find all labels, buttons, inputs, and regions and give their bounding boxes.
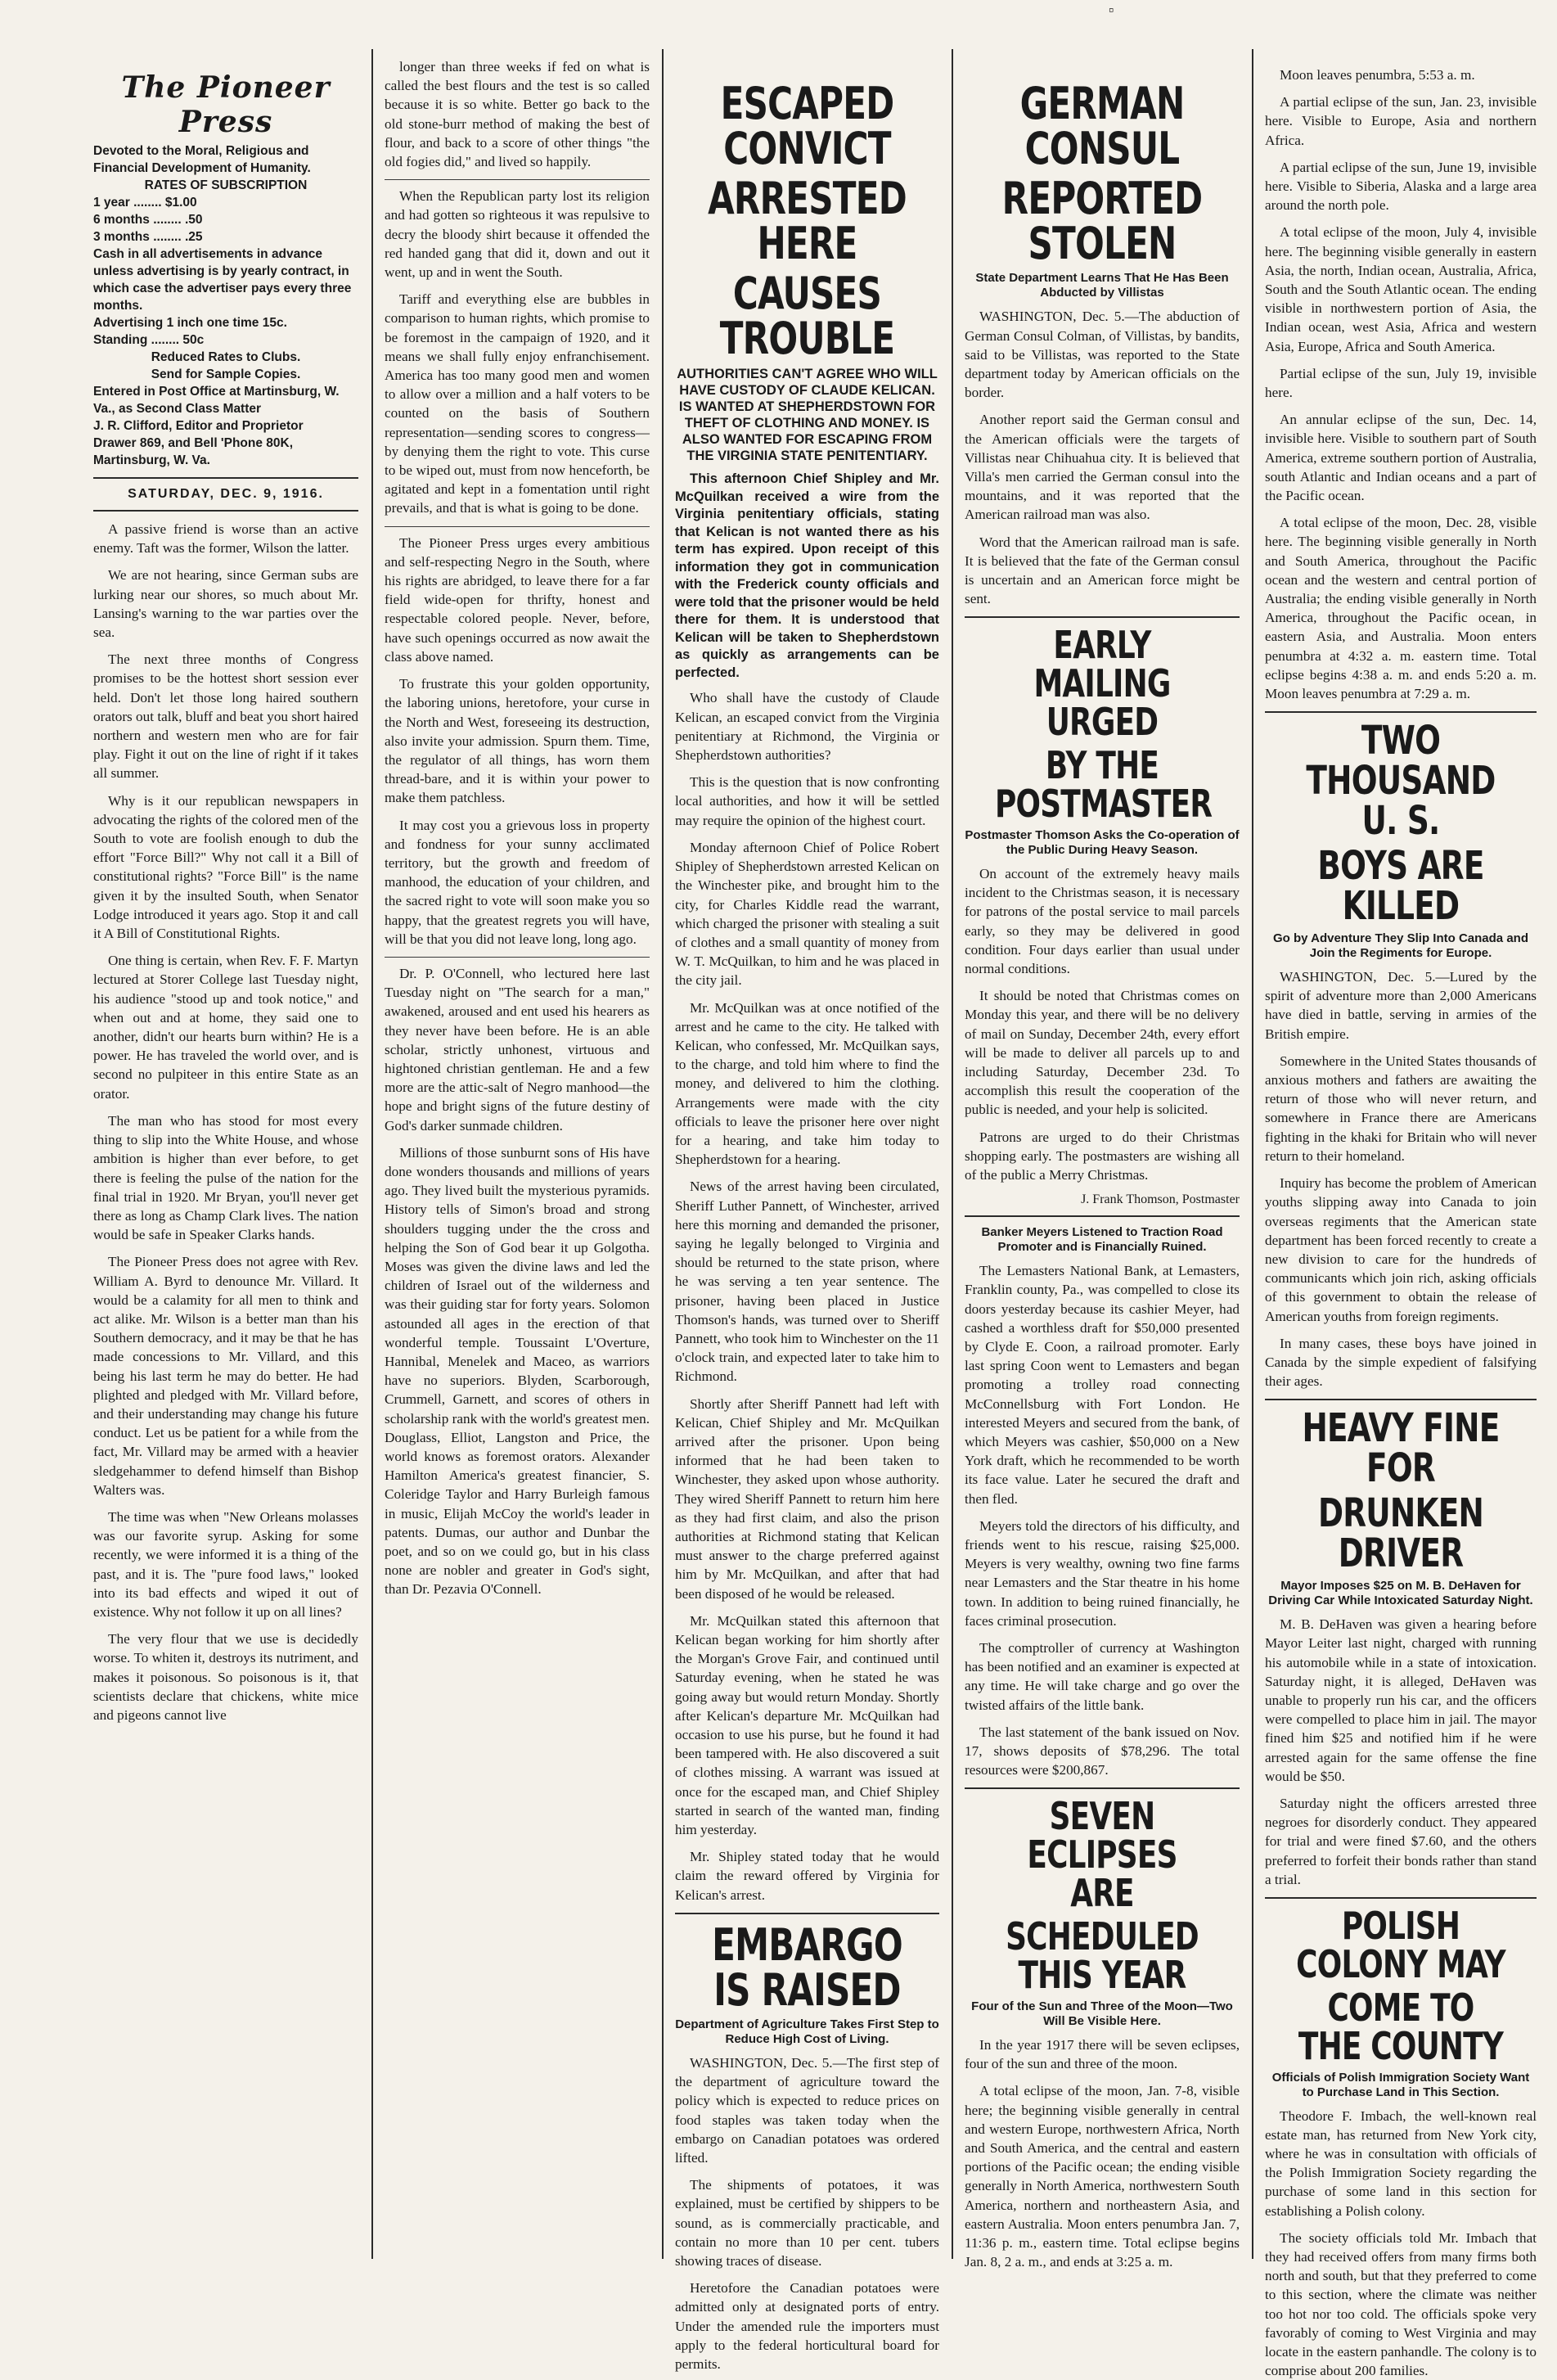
article-deck: Four of the Sun and Three of the Moon—Two Will Be Visible Here. <box>971 1999 1233 2028</box>
paragraph: On account of the extremely heavy mails incident to the Christmas season, it is necessary for patrons of the postal service to mail parcels early, so they may be delivered in good condition. Four days earlier than usual under normal conditions. <box>965 865 1240 976</box>
drawer-line: Drawer 869, and Bell 'Phone 80K, <box>93 436 294 450</box>
paragraph: It should be noted that Christmas comes on Monday this year, and there will be no delivery of mail on Sunday, December 24th, every effort will be made to deliver all parcels up to and including Saturday, December 23d. To accomplish this result the cooperation of the public is needed, and your help is solicited. <box>965 988 1240 1118</box>
paragraph: Another report said the German consul and the American officials were the targets of Villistas near Chihuahua city. It is believed that Villa's men carried the German consul into the mountains, and it was reported that the American railroad man was also. <box>965 412 1240 523</box>
rate-line: 3 months ........ .25 <box>93 230 203 244</box>
paragraph: The Pioneer Press urges every ambitious and self-respecting Negro in the South, where his rights are abridged, to leave there for a far field wide-open for thrifty, honest and respectable colored people. Never, before, have such openings occurred as now await the class above named. <box>385 534 650 665</box>
paragraph: M. B. DeHaven was given a hearing before Mayor Leiter last night, charged with running his automobile while in a state of intoxication. Saturday night, it is alleged, DeHaven was unable to properly run his car, and the officers were compelled to place him in jail. The mayor fined him $25 and notified him if he were arrested again for the same offense the fine would be $50. <box>1265 1616 1537 1784</box>
paragraph: Mr. McQuilkan stated this afternoon that Kelican began working for him shortly after the Morgan's Grove Fair, and continued until Saturday evening, when he stated he was going away but would return Monday. Shortly after Kelican's departure Mr. McQuilkan had occasion to use his purse, but he found it had been tampered with. He also discovered a suit of clothes missing. A warrant was issued at once for the escaped man, and Chief Shipley started in search of the wanted man, finding him yesterday. <box>675 1612 939 1838</box>
paragraph: A total eclipse of the moon, July 4, invisible here. The beginning visible generally in eastern Asia, the north, Indian ocean, Australia, Africa, South and the South Atlantic ocean. The ending visible in northwestern portion of Asia, the Indian ocean, west Asia, Africa and western Asia, Europe, Africa and South America. <box>1265 224 1537 354</box>
paragraph: The Pioneer Press does not agree with Rev. William A. Byrd to denounce Mr. Villard. It would be a calamity for all men to think and act alike. Mr. Wilson is a better man than his Southern democracy, and it may be that he has made concessions to Mr. Villard, and this being his last term he may do better. He had plighted and pledged with Mr. Villard before, and their understanding may change his future conduct. Let us be patient for a while from the fact, Mr. Villard may be armed with a heavier sledgehammer to defend himself than Bishop Walters was. <box>93 1254 358 1498</box>
paragraph: Somewhere in the United States thousands of anxious mothers and fathers are awaiting the return of those who will never return, and somewhere in France there are Americans fighting in the khaki for Britain who will never return to their homeland. <box>1265 1053 1537 1164</box>
headline-line: GERMAN CONSUL <box>1019 78 1185 175</box>
standing-rate: Standing ........ 50c <box>93 333 205 347</box>
divider <box>1265 711 1537 713</box>
paragraph: One thing is certain, when Rev. F. F. Martyn lectured at Storer College last Tuesday night, his audience "stood up and took notice," and when out and at home, they said one to another, didn't our hearts burn within? He is a power. He has traveled the world over, and is second no pulpiteer in this entire State as an orator. <box>93 953 358 1102</box>
paragraph: We are not hearing, since German subs are lurking near our shores, so much about Mr. Lansing's warning to the war parties over the sea. <box>93 567 358 641</box>
headline-line: HEAVY FINE FOR <box>1302 1405 1500 1492</box>
paragraph: Patrons are urged to do their Christmas shopping early. The postmasters are wishing all of the public a Merry Christmas. <box>965 1129 1240 1183</box>
divider <box>385 526 650 527</box>
place-line: Martinsburg, W. Va. <box>93 453 210 467</box>
column-1 <box>82 65 370 2259</box>
headline-line: BY THE POSTMASTER <box>994 743 1213 826</box>
divider <box>1265 1399 1537 1400</box>
paragraph: This is the question that is now confronting local authorities, and how it will be settled may require the opinion of the highest court. <box>675 774 939 828</box>
headline-line: TWO THOUSAND U. S. <box>1306 718 1496 845</box>
paragraph: The society officials told Mr. Imbach that they had received offers from many firms both north and south, but that they preferred to come to this section, where the climate was neither too hot nor too cold. The officials spoke very favorably of coming to West Virginia and may locate in the eastern panhandle. The colony is to comprise about 200 families. <box>1265 2229 1537 2379</box>
headline-line: COME TO THE COUNTY <box>1298 1985 1504 2068</box>
paragraph: Partial eclipse of the sun, July 19, invisible here. <box>1265 365 1537 401</box>
article-deck: Postmaster Thomson Asks the Co-operation of the Public During Heavy Season. <box>965 827 1240 857</box>
paragraph: Saturday night the officers arrested three negroes for disorderly conduct. They appeared for trial and were fined $7.60, and the others preferred to forfeit their bonds rather than stand a trial. <box>1265 1795 1537 1887</box>
headline-line: SEVEN ECLIPSES ARE <box>1027 1794 1177 1916</box>
paragraph: A partial eclipse of the sun, Jan. 23, invisible here. Visible to Europe, Asia and northern Africa. <box>1265 94 1537 148</box>
paragraph: Mr. Shipley stated today that he would claim the reward offered by Virginia for Kelican's arrest. <box>675 1849 939 1903</box>
paragraph: In the year 1917 there will be seven eclipses, four of the sun and three of the moon. <box>965 2036 1240 2072</box>
paragraph: The shipments of potatoes, it was explained, must be certified by shippers to be sound, as is commercially practicable, and contain no more than 10 per cent. tubers showing traces of disease. <box>675 2177 939 2270</box>
divider <box>965 1787 1240 1789</box>
paragraph: Heretofore the Canadian potatoes were admitted only at designated ports of entry. Under the amended rule the importers must apply to the federal horticultural board for permits. <box>675 2280 939 2373</box>
article-deck: Mayor Imposes $25 on M. B. DeHaven for Driving Car While Intoxicated Saturday Night. <box>1268 1579 1533 1608</box>
paragraph: To frustrate this your golden opportunity, the laboring unions, heretofore, your curse in the North and West, foreseeing its destruction, also invite your admission. Spurn them. Time, the regulator of all things, has worn them thread-bare, and it is within your power to make them patchless. <box>385 676 650 806</box>
divider <box>965 1215 1240 1217</box>
paragraph: The next three months of Congress promises to be the hottest short session ever held. Don't let those long haired southern orators out talk, bluff and beat you short haired northern and western men who are for fair play. Fight it out on the line of right if it takes all summer. <box>93 651 358 782</box>
article-lead: This afternoon Chief Shipley and Mr. McQuilkan received a wire from the Virginia penitentiary officials, stating that Kelican is not wanted there as his term has expired. Upon receipt of this information they got in communication with the Frederick county officials and were told that the prisoner would be held there for them. It is understood that Kelican will be taken to Shepherdstown as quickly as arrangements can be perfected. <box>675 471 939 680</box>
masthead-title: The Pioneer Press <box>121 70 331 139</box>
article-deck: Banker Meyers Listened to Traction Road Promoter and is Financially Ruined. <box>981 1225 1223 1255</box>
paragraph: A partial eclipse of the sun, June 19, invisible here. Visible to Siberia, Alaska and a large area around the north pole. <box>1265 159 1537 214</box>
divider <box>385 957 650 958</box>
paragraph: The very flour that we use is decidedly worse. To whiten it, destroys its nutriment, and makes it poisonous. So poisonous is it, that scientists declare that chickens, white mice and pigeons cannot live <box>93 1631 358 1723</box>
headline-line: SCHEDULED THIS YEAR <box>1006 1914 1199 1998</box>
editor-line: J. R. Clifford, Editor and Proprietor <box>93 419 304 433</box>
paragraph: Mr. McQuilkan was at once notified of the arrest and he came to the city. He talked with Kelican, who confessed, Mr. McQuilkan says, to the charge, and told him where to find the money, and delivered to him the clothing. Arrangements were made with the city officials to leave the prisoner here over night for a hearing, and take him today to Shepherdstown for a hearing. <box>675 999 939 1168</box>
paragraph: Meyers told the directors of his difficulty, and friends went to his rescue, raising $25,000. Meyers is very wealthy, owning two fine farms near Lemasters and the Star theatre in his home town. In addition to being ruined financially, he faces criminal prosecution. <box>965 1517 1240 1629</box>
paragraph: Theodore F. Imbach, the well-known real estate man, has returned from New York city, where he was in consultation with officials of the Polish Immigration Society regarding the purchase of some land in this section for establishing a Polish colony. <box>1265 2107 1537 2219</box>
divider <box>385 179 650 180</box>
paragraph: A passive friend is worse than an active enemy. Taft was the former, Wilson the latter. <box>93 521 358 557</box>
article-deck: AUTHORITIES CAN'T AGREE WHO WILL HAVE CUSTODY OF CLAUDE KELICAN. IS WANTED AT SHEPHERDSTOWN FOR THEFT OF CLOTHING AND MONEY. IS ALSO WANTED FOR ESCAPING FROM THE VIRGINIA STATE PENITENTIARY. <box>677 367 938 464</box>
issue-date: SATURDAY, DEC. 9, 1916. <box>128 487 324 501</box>
paragraph: longer than three weeks if fed on what is called the best flours and the test is so called because it is so white. Better go back to the old stone-burr method of making the best of flour, and back to a score of other things "the old fogies did," and lived so happily. <box>385 59 650 170</box>
paragraph: The Lemasters National Bank, at Lemasters, Franklin county, Pa., was compelled to close its doors yesterday because its cashier Meyer, had cashed a worthless draft for $50,000 presented by Clyde E. Coon, a railroad promoter. Early last spring Coon went to Lemasters and began promoting a trolley road connecting McConnellsburg with Fort London. He interested Meyers and secured from the bank, of which Meyers was cashier, $50,000 on a New York draft, which he recommended to be worth its face value. Later he secured the draft and then fled. <box>965 1263 1240 1507</box>
sample-copies: Send for Sample Copies. <box>151 367 301 381</box>
headline-line: CAUSES TROUBLE <box>719 268 895 365</box>
article-deck: State Department Learns That He Has Been Abducted by Villistas <box>975 271 1229 300</box>
headline-line: ARRESTED HERE <box>708 173 907 270</box>
paragraph: Inquiry has become the problem of American youths slipping away into Canada to join overseas regiments that the American state department has been forced recently to create a new division to care for the hundreds of communicants which join rich, asking officials of this government to obtain the release of American youths from foreign regiments. <box>1265 1175 1537 1324</box>
divider <box>675 1913 939 1914</box>
headline <box>675 78 939 365</box>
article-deck: Officials of Polish Immigration Society Want to Purchase Land in This Section. <box>1271 2070 1530 2099</box>
divider <box>93 510 358 512</box>
paragraph: Word that the American railroad man is safe. It is believed that the fate of the German consul is uncertain and an American force might be sent. <box>965 534 1240 607</box>
paragraph: WASHINGTON, Dec. 5.—Lured by the spirit of adventure more than 2,000 Americans have died in battle, serving in armies of the British empire. <box>1265 969 1537 1042</box>
divider <box>965 616 1240 618</box>
paragraph: The time was when "New Orleans molasses was our favorite syrup. Asking for some recently, we were informed it is a thing of the past, and it is. The "pure food laws," looked into its bad effects and wiped it out of existence. Why not follow it up on all lines? <box>93 1508 358 1620</box>
headline-line: REPORTED STOLEN <box>1001 173 1203 270</box>
headline-embargo: EMBARGO IS RAISED <box>712 1918 902 2016</box>
article-deck: Department of Agriculture Takes First Step to Reduce High Cost of Living. <box>675 2017 939 2047</box>
paragraph: Why is it our republican newspapers in advocating the rights of the colored men of the South to vote are foolish enough to dub the effort "Force Bill?" Why not call it a Bill of constitutional rights? "Force Bill" is the name given it by the insulted South, when Senator Lodge introduced it years ago. Stop it and call it A Bill of Constitutional Rights. <box>93 792 358 942</box>
paragraph: In many cases, these boys have joined in Canada by the simple expedient of falsifying their ages. <box>1265 1335 1537 1390</box>
paragraph: Shortly after Sheriff Pannett had left with Kelican, Chief Shipley and Mr. McQuilkan arrived after the prisoner. Upon being informed that he had been taken to Winchester, they asked upon whose authority. They wired Sheriff Pannett to return him here as they had first claim, and also the prison authorities at Richmond stating that Kelican must answer to the charge preferred against him by Mr. McQuilkan, and after that had been disposed of he would be released. <box>675 1395 939 1602</box>
paragraph: Monday afternoon Chief of Police Robert Shipley of Shepherdstown arrested Kelican on the Winchester pike, and brought him to the city, for Charles Kiddle read the warrant, which charged the prisoner with stealing a suit of clothes and a small quantity of money from W. T. McQuilkan, to him and he was placed in the city jail. <box>675 839 939 989</box>
paragraph: A total eclipse of the moon, Jan. 7-8, visible here; the beginning visible generally in central and western Europe, northwestern Africa, North and South America, and the central and eastern portions of the Pacific ocean; the ending visible generally in North America, northwestern South America, northern and northeastern Asia, and eastern Australia. Moon enters penumbra Jan. 7, 11:36 p. m., eastern time. Total eclipse begins Jan. 8, 2 a. m., and ends at 3:25 a. m. <box>965 2083 1240 2270</box>
postal-entry: Entered in Post Office at Martinsburg, W. Va., as Second Class Matter <box>93 385 340 416</box>
column-5 <box>1253 65 1548 2379</box>
paragraph: It may cost you a grievous loss in property and fondness for your sunny acclimated territory, but the growth and freedom of manhood, the education of your children, and the sacred right to vote will soon make you so happy, that the greatest regrets you will have, will be that you did not leave long, long ago. <box>385 817 650 947</box>
divider <box>93 477 358 479</box>
paragraph: WASHINGTON, Dec. 5.—The abduction of German Consul Colman, of Villistas, by bandits, said to be Villistas, was reported to the State department today by American officials on the border. <box>965 309 1240 401</box>
paragraph: The last statement of the bank issued on Nov. 17, shows deposits of $78,296. The total resources were $200,867. <box>965 1724 1240 1778</box>
headline-line: POLISH COLONY MAY <box>1296 1903 1505 1986</box>
paragraph: Dr. P. O'Connell, who lectured here last Tuesday night on "The search for a man," awakened, aroused and ent used his hearers as they never have been before. He is an able scholar, strictly unhonest, virtuous and hightoned christian gentleman. He and a few more are the attic-salt of Negro manhood—the hope and bright signs of the future destiny of God's darker sunmade children. <box>385 965 650 1134</box>
postmaster-signature: J. Frank Thomson, Postmaster <box>1081 1192 1240 1207</box>
column-2 <box>373 57 661 2259</box>
advertising-terms: Cash in all advertisements in advance unless advertising is by yearly contract, in which case the advertiser pays every three months. <box>93 247 352 313</box>
headline-line: DRUNKEN DRIVER <box>1317 1490 1484 1577</box>
paragraph: Millions of those sunburnt sons of His have done wonders thousands and millions of years ago. They lived built the mysterious pyramids. History tells of Simon's broad and strong shoulders tugging under the the cross and helping the Son of God bear it up Golgotha. Moses was given the divine laws and led the children of Israel out of the wilderness and was their guiding star for forty years. Solomon astounded all ages in the erection of that wonderful temple. Toussaint L'Overture, Hannibal, Menelek and Maceo, as warriors have no superiors. Blyden, Scarborough, Crummell, Garnett, and scores of others in scholarship rank with the world's greatest men. Douglass, Elliot, Langston and Price, the world knows as foremost orators. Alexander Hamilton America's greatest financier, S. Coleridge Taylor and Harry Burleigh famous in music, Elijah McCoy the world's leader in patents. Dumas, our author and Dunbar the poet, and so on we could go, but in his class none are nobler and greater in God's sight, than Dr. Pezavia O'Connell. <box>385 1144 650 1598</box>
paragraph: News of the arrest having been circulated, Sheriff Luther Pannett, of Winchester, arrived here this morning and demanded the prisoner, saying he legally belonged to Virginia and should be returned to the state prison, where he was serving a ten year sentence. The prisoner, having been placed in Justice Thomson's hands, was turned over to Sheriff Pannett, who took him to Winchester on the 11 o'clock train, and expected later to take him to Richmond. <box>675 1179 939 1385</box>
rates-title: RATES OF SUBSCRIPTION <box>144 178 308 192</box>
headline-line: BOYS ARE KILLED <box>1317 843 1484 930</box>
paragraph: Tariff and everything else are bubbles in comparison to human rights, which promise to be foremost in the campaign of 1920, and it means we shall fully enjoy enfranchisement. America has too many good men and women to allow over a million and a half voters to be counted on the basis of Southern representation—sending scores to congress—by denying them the right to vote. This curse to be wiped out, must from now henceforth, be agitated and kept in a fomentation until right prevails, and that is what is going to be done. <box>385 291 650 516</box>
reduced-rates: Reduced Rates to Clubs. <box>151 350 301 364</box>
paragraph: The man who has stood for most every thing to slip into the White House, and whose ambition is higher than ever before, to get there is feeling the pulse of the nation for the final trial in 1920. Mr Bryan, you'll never get there as long as Champ Clark lives. The nation would be safe in Speaker Clarks hands. <box>93 1112 358 1243</box>
column-4 <box>953 78 1251 2270</box>
fold-mark: ▫ <box>1109 2 1114 18</box>
paragraph: A total eclipse of the moon, Dec. 28, visible here. The beginning visible generally in North and South America, throughout the Pacific ocean and the western and central portion of Australia; the ending visible generally in North America, throughout the Pacific ocean, in eastern Asia, and Australia. Moon enters penumbra at 4:32 a. m. eastern time. Total eclipse begins 4:38 a. m. and ends 5:20 a. m. Moon leaves penumbra at 7:29 a. m. <box>1265 515 1537 702</box>
paragraph: WASHINGTON, Dec. 5.—The first step of the department of agriculture toward the policy which is expected to reduce prices on food staples was taken today when the embargo on Canadian potatoes was ordered lifted. <box>675 2055 939 2166</box>
rate-line: 6 months ........ .50 <box>93 213 203 227</box>
paragraph: The comptroller of currency at Washington has been notified and an examiner is expected at any time. He will take charge and go over the twisted affairs of the little bank. <box>965 1640 1240 1713</box>
paragraph: When the Republican party lost its religion and had gotten so righteous it was repulsive to decry the bloody shirt because it offended the red handed gang that did it, down and out it went, up and in went the South. <box>385 188 650 281</box>
headline-line: EARLY MAILING URGED <box>1033 623 1171 745</box>
editorials <box>93 520 358 1724</box>
column-3 <box>664 78 951 2373</box>
headline-line: ESCAPED CONVICT <box>720 78 894 175</box>
divider <box>1265 1897 1537 1899</box>
paragraph: An annular eclipse of the sun, Dec. 14, invisible here. Visible to southern part of South America, extreme southern portion of Australia, south Atlantic and Indian oceans and a part of the Pacific ocean. <box>1265 412 1537 504</box>
paragraph: Who shall have the custody of Claude Kelican, an escaped convict from the Virginia penitentiary at Richmond, the Virginia or Shepherdstown authorities? <box>675 690 939 764</box>
rate-line: 1 year ........ $1.00 <box>93 196 197 210</box>
masthead <box>93 70 358 469</box>
article-deck: Go by Adventure They Slip Into Canada and Join the Regiments for Europe. <box>1273 931 1528 961</box>
masthead-motto: Devoted to the Moral, Religious and Financial Development of Humanity. <box>93 144 311 175</box>
ad-rate: Advertising 1 inch one time 15c. <box>93 316 287 330</box>
paragraph: Moon leaves penumbra, 5:53 a. m. <box>1280 67 1475 83</box>
